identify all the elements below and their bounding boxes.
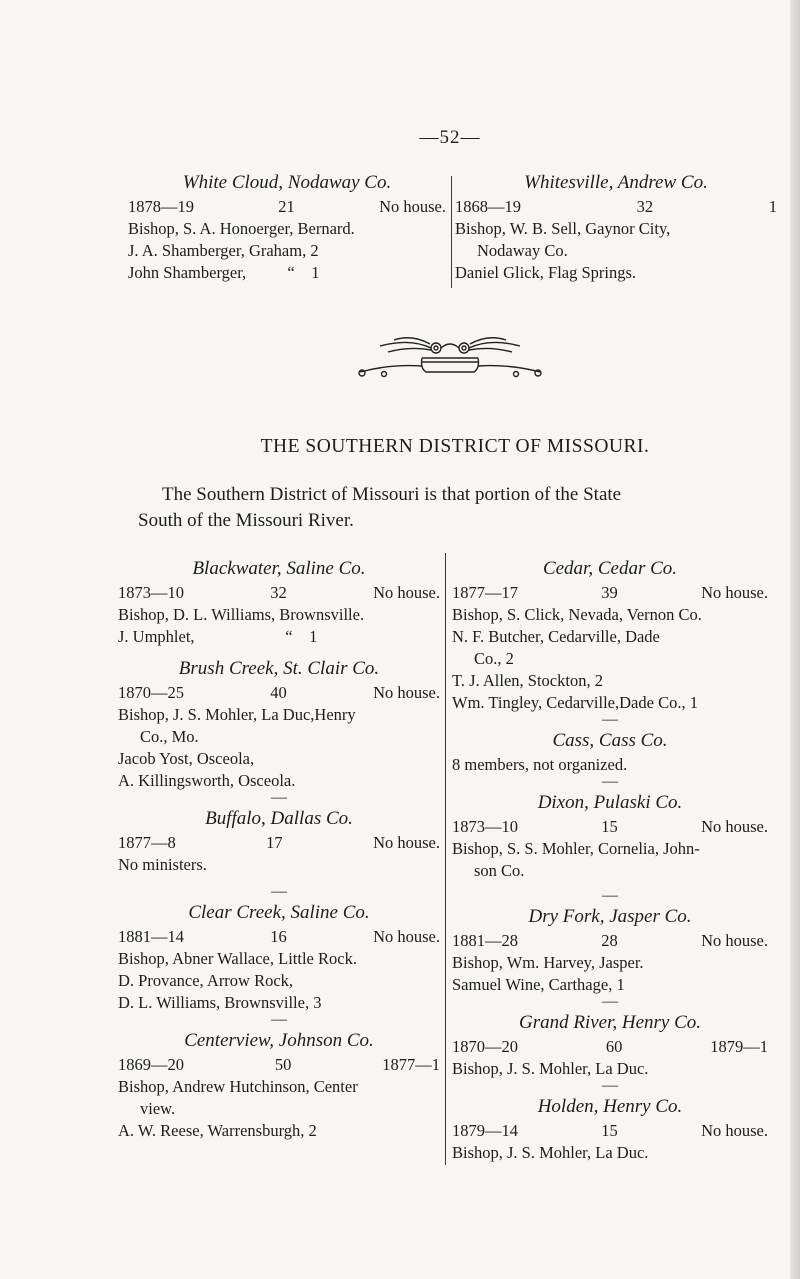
entry-line: Bishop, S. Click, Nevada, Vernon Co.	[452, 605, 702, 624]
page-edge	[790, 0, 800, 1279]
entry-cass	[452, 728, 768, 776]
left-column	[118, 556, 440, 1142]
entry-line: Bishop, Wm. Harvey, Jasper.	[452, 953, 644, 972]
stat-house: No house.	[701, 817, 768, 836]
entry-white-cloud	[128, 170, 446, 284]
entry-line: view.	[140, 1099, 176, 1118]
entry-line: D. L. Williams, Brownsville, 3	[118, 993, 322, 1012]
entry-line: Bishop, J. S. Mohler, La Duc.	[452, 1143, 649, 1162]
stat-members: 32	[636, 197, 654, 216]
stat-members: 50	[274, 1055, 292, 1074]
entry-stats	[118, 682, 440, 704]
stat-members: 39	[601, 583, 618, 602]
entry-dry-fork	[452, 904, 768, 996]
entry-line: T. J. Allen, Stockton, 2	[452, 671, 603, 690]
entry-line: Bishop, W. B. Sell, Gaynor City,	[455, 219, 671, 238]
separator: —	[271, 883, 287, 900]
entry-line: Nodaway Co.	[477, 241, 568, 260]
entry-line: J. Umphlet, “ 1	[118, 627, 318, 646]
separator: —	[602, 1077, 618, 1094]
entry-line: Co., Mo.	[140, 727, 199, 746]
entry-heading: Clear Creek, Saline Co.	[188, 902, 370, 923]
entry-holden	[452, 1094, 768, 1164]
entry-line: Bishop, Abner Wallace, Little Rock.	[118, 949, 357, 968]
stat-members: 40	[270, 683, 287, 702]
separator: —	[271, 789, 287, 806]
entry-blackwater	[118, 556, 440, 648]
entry-line: Bishop, J. S. Mohler, La Duc.	[452, 1059, 649, 1078]
stat-year: 1881—28	[452, 931, 518, 950]
entry-line: Bishop, D. L. Williams, Brownsville.	[118, 605, 365, 624]
entry-heading: Whitesville, Andrew Co.	[524, 172, 708, 193]
entry-line: Bishop, S. S. Mohler, Cornelia, John-	[452, 839, 700, 858]
stat-year: 1877—8	[118, 833, 176, 852]
stat-house: No house.	[373, 683, 440, 702]
stat-members: 16	[270, 927, 287, 946]
entry-stats	[452, 816, 768, 838]
entry-line: John Shamberger, “ 1	[128, 263, 320, 282]
entry-line: A. Killingsworth, Osceola.	[118, 771, 296, 790]
entry-heading: Holden, Henry Co.	[537, 1096, 683, 1117]
page-number: —52—	[419, 127, 481, 148]
entry-heading: Brush Creek, St. Clair Co.	[178, 658, 380, 679]
stat-house: No house.	[701, 1121, 768, 1140]
stat-house: No house.	[701, 931, 768, 950]
entry-line: Jacob Yost, Osceola,	[118, 749, 255, 768]
ornament-icon	[350, 334, 550, 380]
stat-house: No house.	[373, 833, 440, 852]
separator: —	[602, 887, 618, 904]
entry-stats	[128, 196, 446, 218]
stat-year: 1881—14	[118, 927, 184, 946]
district-title: THE SOUTHERN DISTRICT OF MISSOURI.	[260, 436, 650, 457]
entry-heading: Cass, Cass Co.	[552, 730, 668, 751]
entry-heading: Centerview, Johnson Co.	[184, 1030, 374, 1051]
entry-line: 8 members, not organized.	[452, 755, 628, 774]
stat-year: 1873—10	[452, 817, 518, 836]
entry-line: J. A. Shamberger, Graham, 2	[128, 241, 319, 260]
entry-stats	[118, 582, 440, 604]
stat-members: 21	[278, 197, 295, 216]
entry-line: Wm. Tingley, Cedarville,Dade Co., 1	[452, 693, 698, 712]
entry-heading: Dixon, Pulaski Co.	[537, 792, 683, 813]
entry-stats	[118, 1054, 440, 1076]
entry-line: son Co.	[474, 861, 525, 880]
stat-year: 1870—25	[118, 683, 184, 702]
stat-house: No house.	[373, 583, 440, 602]
stat-year: 1870—20	[452, 1037, 518, 1056]
entry-heading: Cedar, Cedar Co.	[542, 558, 678, 579]
stat-year: 1877—17	[452, 583, 518, 602]
entry-stats	[452, 930, 768, 952]
entry-heading: Grand River, Henry Co.	[518, 1012, 702, 1033]
entry-brush-creek	[118, 656, 440, 792]
entry-line: No ministers.	[118, 855, 207, 874]
entry-line: Co., 2	[474, 649, 514, 668]
column-divider	[445, 553, 446, 1165]
entry-cedar	[452, 556, 768, 714]
stat-house: No house.	[373, 927, 440, 946]
entry-line: N. F. Butcher, Cedarville, Dade	[452, 627, 660, 646]
stat-house: No house.	[379, 197, 446, 216]
stat-members: 15	[601, 817, 618, 836]
stat-year: 1879—14	[452, 1121, 518, 1140]
entry-line: Bishop, Andrew Hutchinson, Center	[118, 1077, 358, 1096]
separator: —	[271, 1011, 287, 1028]
stat-members: 28	[601, 931, 618, 950]
entry-line: Bishop, J. S. Mohler, La Duc,Henry	[118, 705, 356, 724]
entry-stats	[455, 196, 777, 218]
entry-line: Samuel Wine, Carthage, 1	[452, 975, 625, 994]
entry-centerview	[118, 1028, 440, 1142]
intro-line: The Southern District of Missouri is that portion of the State	[162, 484, 622, 505]
entry-dixon	[452, 790, 768, 882]
entry-line: A. W. Reese, Warrensburgh, 2	[118, 1121, 317, 1140]
stat-members: 15	[601, 1121, 618, 1140]
district-intro	[138, 482, 768, 534]
stat-members: 17	[266, 833, 283, 852]
separator: —	[602, 773, 618, 790]
entry-stats	[452, 1036, 768, 1058]
stat-members: 32	[270, 583, 287, 602]
stat-house: No house.	[701, 583, 768, 602]
entry-line: D. Provance, Arrow Rock,	[118, 971, 294, 990]
column-divider	[451, 176, 452, 288]
entry-line: Daniel Glick, Flag Springs.	[455, 263, 637, 282]
stat-year: 1868—19	[455, 197, 521, 216]
stat-members: 60	[605, 1037, 623, 1056]
right-column	[452, 556, 768, 1164]
entry-line: Bishop, S. A. Honoerger, Bernard.	[128, 219, 355, 238]
separator: —	[602, 711, 618, 728]
stat-house: 1877—1	[382, 1055, 440, 1074]
entry-stats	[118, 926, 440, 948]
stat-year: 1873—10	[118, 583, 184, 602]
intro-line: South of the Missouri River.	[138, 510, 354, 531]
stat-house: 1879—1	[710, 1037, 768, 1056]
entry-buffalo	[118, 806, 440, 876]
separator: —	[602, 993, 618, 1010]
entry-stats	[452, 582, 768, 604]
entry-heading: Dry Fork, Jasper Co.	[528, 906, 692, 927]
stat-year: 1878—19	[128, 197, 194, 216]
entry-clear-creek	[118, 900, 440, 1014]
entry-heading: Buffalo, Dallas Co.	[205, 808, 353, 829]
entry-stats	[452, 1120, 768, 1142]
entry-heading: White Cloud, Nodaway Co.	[182, 172, 392, 193]
entry-heading: Blackwater, Saline Co.	[192, 558, 366, 579]
entry-stats	[118, 832, 440, 854]
entry-whitesville	[455, 170, 777, 284]
stat-house: 1	[768, 197, 777, 216]
stat-year: 1869—20	[118, 1055, 184, 1074]
entry-grand-river	[452, 1010, 768, 1080]
